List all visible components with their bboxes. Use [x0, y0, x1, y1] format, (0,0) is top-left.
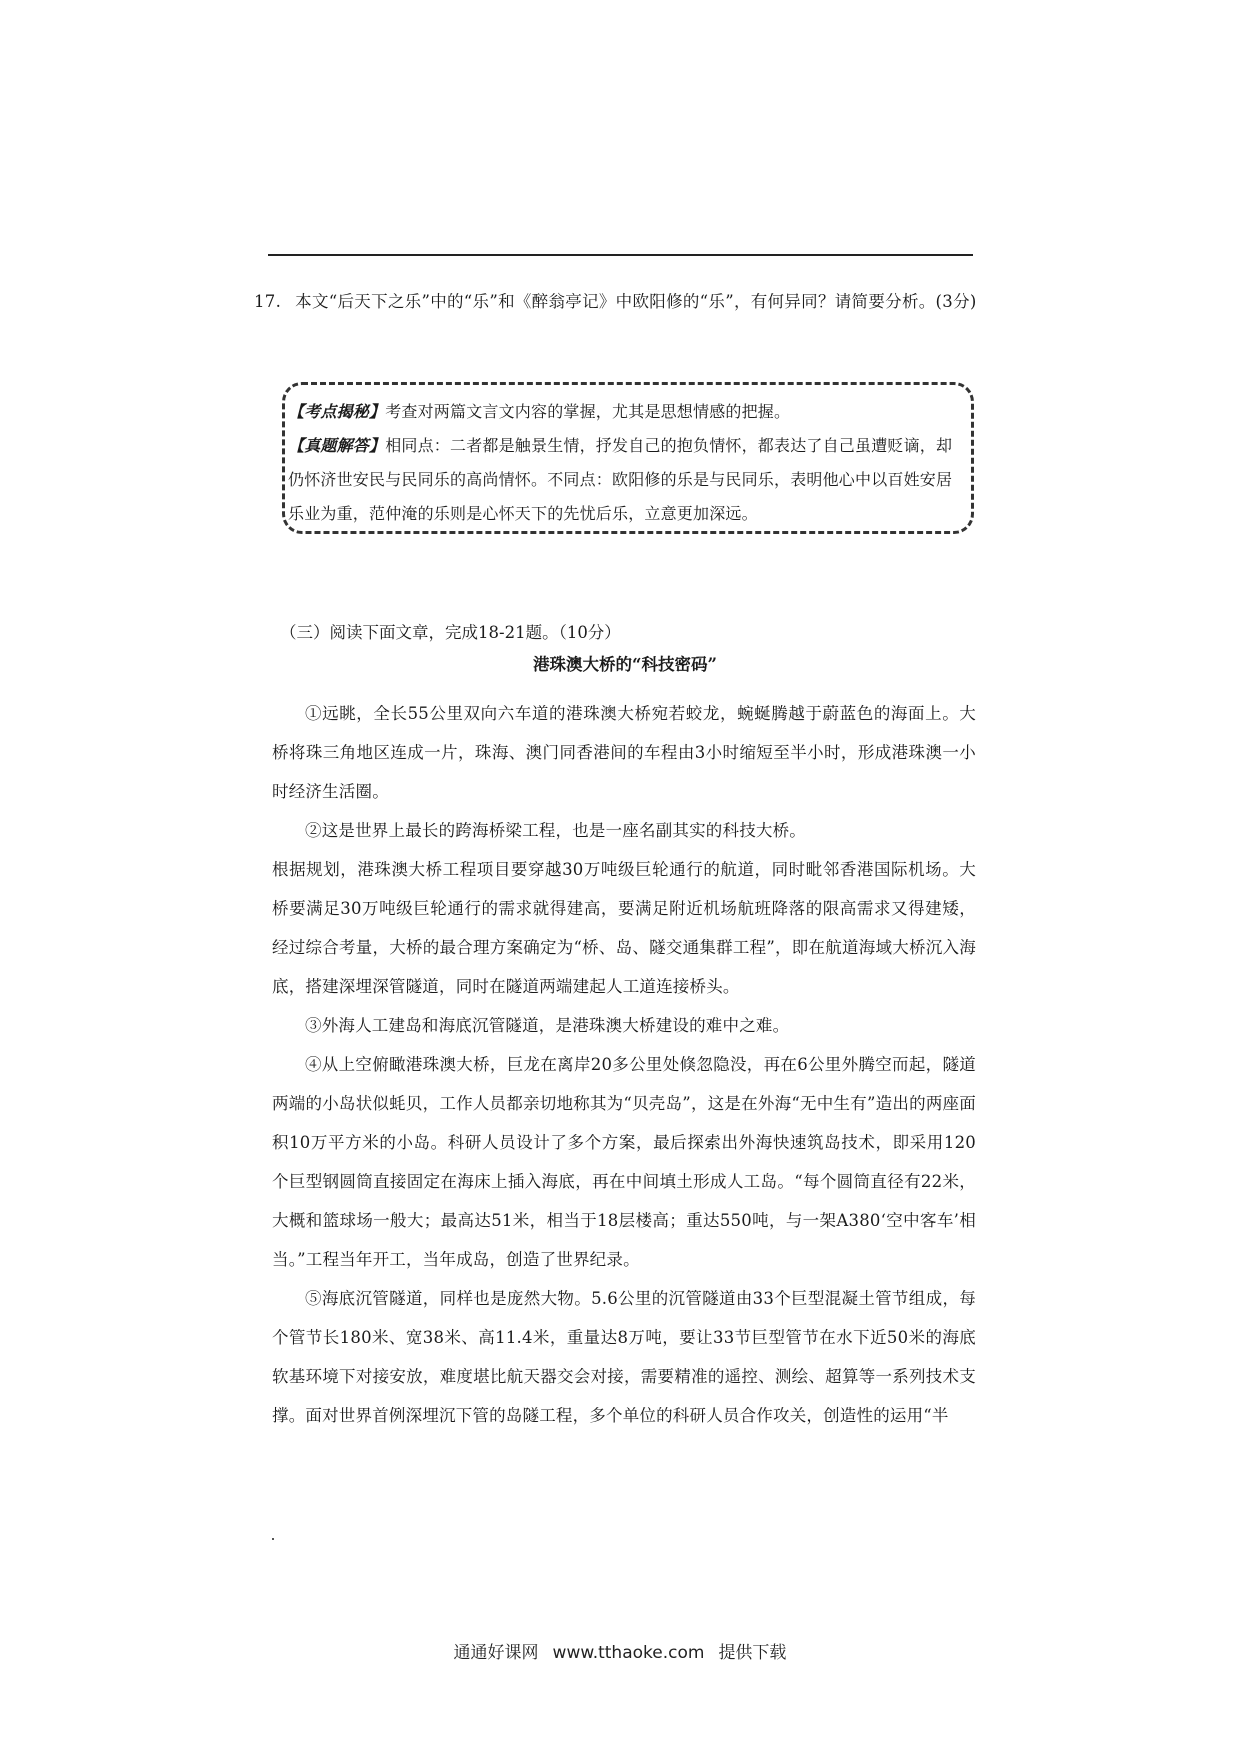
question-text: 本文“后天下之乐”中的“乐”和《醉翁亭记》中欧阳修的“乐”，有何异同？请简要分析。(3分)	[295, 292, 977, 311]
paragraph-5: ④从上空俯瞰港珠澳大桥，巨龙在离岸20多公里处倏忽隐没，再在6公里外腾空而起，隧道两端的小岛状似蚝贝，工作人员都亲切地称其为“贝壳岛”，这是在外海“无中生有”造出的两座面积10万平方米的小岛。科研人员设计了多个方案，最后探索出外海快速筑岛技术，即采用120个巨型钢圆筒直接固定在海床上插入海底，再在中间填土形成人工岛。“每个圆筒直径有22米，大概和篮球场一般大；最高达51米，相当于18层楼高；重达550吨，与一架A380‘空中客车’相当。”工程当年开工，当年成岛，创造了世界纪录。	[272, 1055, 976, 1269]
footer-site-name: 通通好课网	[453, 1643, 539, 1663]
paragraph-3: 根据规划，港珠澳大桥工程项目要穿越30万吨级巨轮通行的航道，同时毗邻香港国际机场。大桥要满足30万吨级巨轮通行的需求就得建高，要满足附近机场航班降落的限高需求又得建矮，经过综合考量，大桥的最合理方案确定为“桥、岛、隧交通集群工程”，即在航道海域大桥沉入海底，搭建深埋深管隧道，同时在隧道两端建起人工道连接桥头。	[272, 860, 976, 996]
top-divider	[268, 254, 973, 256]
paragraph-2: ②这是世界上最长的跨海桥梁工程，也是一座名副其实的科技大桥。	[305, 821, 806, 840]
footer-url[interactable]: www.tthaoke.com	[552, 1643, 705, 1663]
solution-text: 相同点：二者都是触景生情，抒发自己的抱负情怀，都表达了自己虽遭贬谪，却仍怀济世安民与民同乐的高尚情怀。不同点：欧阳修的乐是与民同乐，表明他心中以百姓安居乐业为重，范仲淹的乐则是心怀天下的先忧后乐，立意更加深远。	[288, 436, 953, 523]
footer-suffix: 提供下载	[718, 1643, 787, 1663]
question-number: 17.	[254, 292, 282, 311]
solution-label: 【真题解答】	[288, 436, 386, 455]
point-text: 考查对两篇文言文内容的掌握，尤其是思想情感的把握。	[385, 402, 791, 421]
point-label: 【考点揭秘】	[288, 402, 386, 421]
paragraph-1: ①远眺，全长55公里双向六车道的港珠澳大桥宛若蛟龙，蜿蜒腾越于蔚蓝色的海面上。大桥将珠三角地区连成一片，珠海、澳门同香港间的车程由3小时缩短至半小时，形成港珠澳一小时经济生活圈。	[272, 704, 976, 801]
paragraph-6: ⑤海底沉管隧道，同样也是庞然大物。5.6公里的沉管隧道由33个巨型混凝土管节组成，每个管节长180米、宽38米、高11.4米，重量达8万吨，要让33节巨型管节在水下近50米的海底软基环境下对接安放，难度堪比航天器交会对接，需要精准的遥控、测绘、超算等一系列技术支撑。面对世界首例深埋沉下管的岛隧工程，多个单位的科研人员合作攻关，创造性的运用“半	[272, 1289, 976, 1425]
answer-box	[288, 395, 962, 531]
question-17	[254, 286, 979, 318]
article-title: 港珠澳大桥的“科技密码”	[533, 655, 717, 674]
paragraph-4: ③外海人工建岛和海底沉管隧道，是港珠澳大桥建设的难中之难。	[305, 1016, 790, 1035]
section-heading: （三）阅读下面文章，完成18-21题。（10分）	[280, 623, 621, 642]
footer	[0, 1638, 1240, 1663]
scan-speck	[272, 1538, 274, 1540]
